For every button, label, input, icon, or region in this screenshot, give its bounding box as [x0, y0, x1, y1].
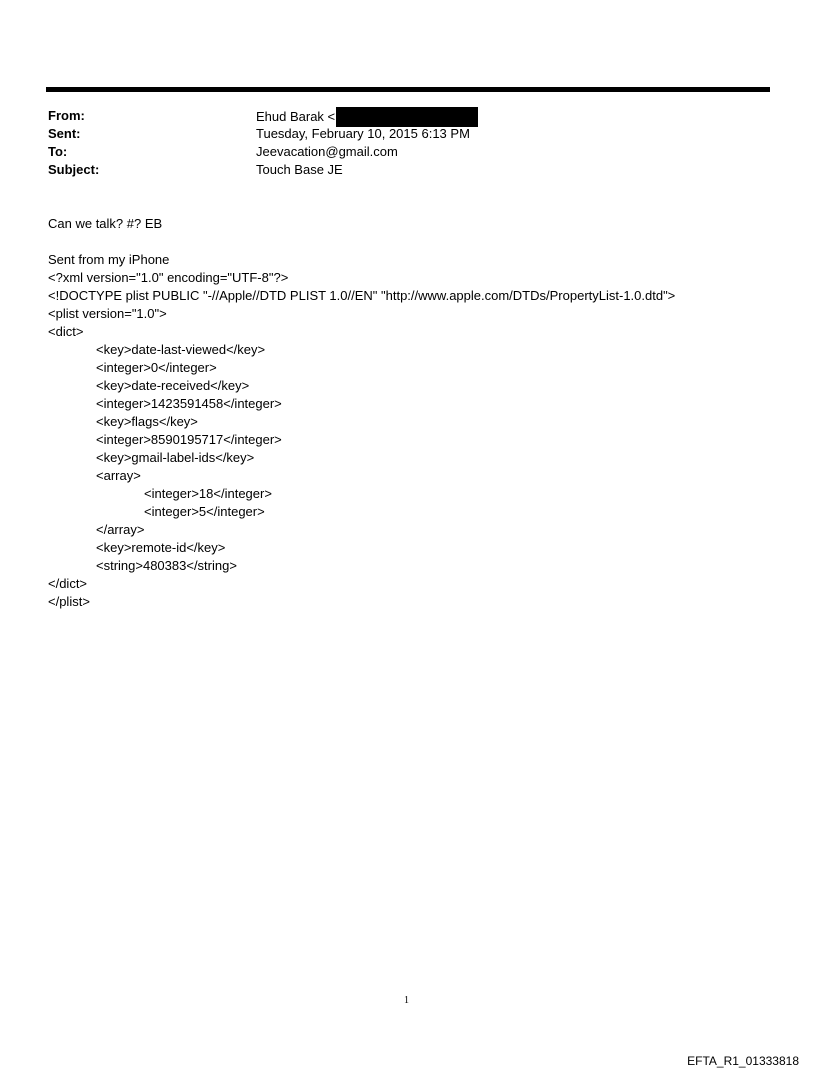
plist-line: <key>gmail-label-ids</key> [96, 450, 255, 465]
plist-line: </dict> [48, 576, 88, 591]
plist-line: <array> [96, 468, 141, 483]
redaction-box [336, 107, 478, 127]
signature-text: Sent from my iPhone [48, 252, 170, 267]
plist-line: </array> [96, 522, 145, 537]
plist-line: <?xml version="1.0" encoding="UTF-8"?> [48, 270, 289, 285]
to-label: To: [48, 144, 68, 159]
plist-line: <string>480383</string> [96, 558, 237, 573]
plist-line: <key>date-received</key> [96, 378, 250, 393]
page-number: 1 [404, 995, 409, 1006]
plist-line: <integer>1423591458</integer> [96, 396, 282, 411]
sent-value: Tuesday, February 10, 2015 6:13 PM [256, 126, 470, 141]
header-rule [46, 87, 770, 92]
plist-line: <integer>5</integer> [144, 504, 265, 519]
bates-number: EFTA_R1_01333818 [687, 1054, 799, 1068]
plist-line: <integer>8590195717</integer> [96, 432, 282, 447]
from-value [256, 107, 478, 127]
subject-value: Touch Base JE [256, 162, 343, 177]
plist-line: <integer>18</integer> [144, 486, 272, 501]
plist-line: <key>flags</key> [96, 414, 198, 429]
to-value: Jeevacation@gmail.com [256, 144, 398, 159]
sender-name: Ehud Barak < [256, 109, 336, 124]
plist-line: <dict> [48, 324, 84, 339]
plist-line: </plist> [48, 594, 90, 609]
sent-label: Sent: [48, 126, 81, 141]
subject-label: Subject: [48, 162, 100, 177]
from-label: From: [48, 108, 85, 123]
message-text: Can we talk? #? EB [48, 216, 163, 231]
plist-line: <integer>0</integer> [96, 360, 217, 375]
plist-line: <key>remote-id</key> [96, 540, 226, 555]
plist-line: <plist version="1.0"> [48, 306, 167, 321]
plist-line: <key>date-last-viewed</key> [96, 342, 266, 357]
plist-line: <!DOCTYPE plist PUBLIC "-//Apple//DTD PLIST 1.0//EN" "http://www.apple.com/DTDs/PropertyList-1.0.dtd"> [48, 288, 676, 303]
